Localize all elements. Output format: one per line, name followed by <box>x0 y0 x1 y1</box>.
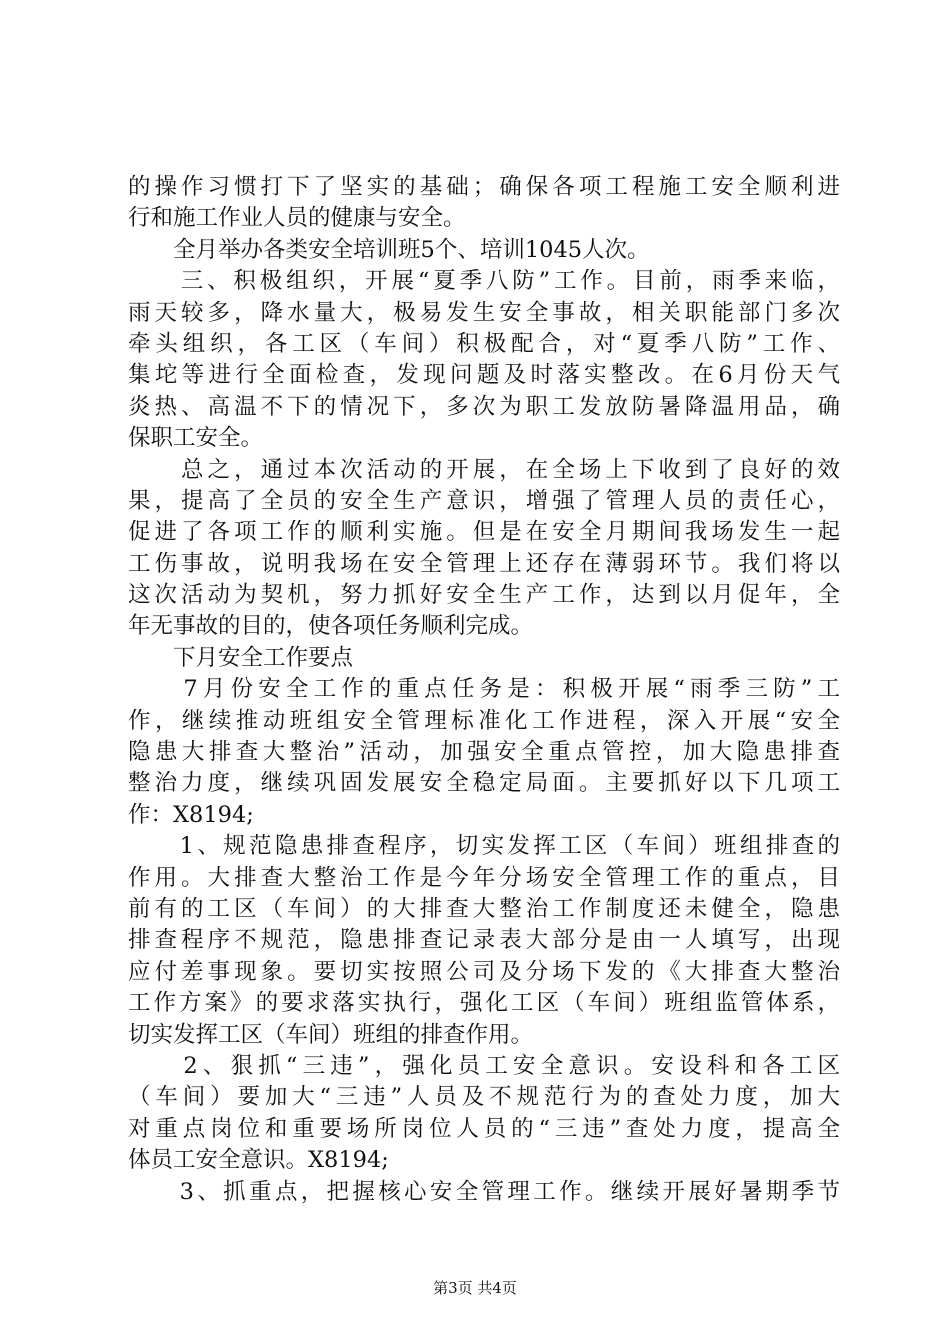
text-line: 保职工安全。 <box>128 425 264 452</box>
text-line: 下月安全工作要点 <box>128 644 354 671</box>
text-line: 行和施工作业人员的健康与安全。 <box>128 205 466 232</box>
text-line: 集坨等进行全面检查，发现问题及时落实整改。在6月份天气 <box>128 362 840 389</box>
text-line: 3、抓重点，把握核心安全管理工作。继续开展好暑期季节 <box>128 1178 840 1205</box>
text-line: 作，继续推动班组安全管理标准化工作进程，深入开展“安全 <box>128 707 840 734</box>
text-line: 排查程序不规范，隐患排查记录表大部分是由一人填写，出现 <box>128 927 840 954</box>
text-line: 促进了各项工作的顺利实施。但是在安全月期间我场发生一起 <box>128 519 840 546</box>
text-line: 前有的工区（车间）的大排查大整治工作制度还未健全，隐患 <box>128 895 840 922</box>
text-line: 切实发挥工区（车间）班组的排查作用。 <box>128 1021 534 1048</box>
text-line: 1、规范隐患排查程序，切实发挥工区（车间）班组排查的 <box>128 833 840 860</box>
text-line: 对重点岗位和重要场所岗位人员的“三违”查处力度，提高全 <box>128 1115 840 1142</box>
text-line: 总之，通过本次活动的开展，在全场上下收到了良好的效 <box>128 456 840 483</box>
text-line: 作用。大排查大整治工作是今年分场安全管理工作的重点，目 <box>128 864 840 891</box>
text-line: 体员工安全意识。X8194; <box>128 1147 389 1174</box>
text-line: 隐患大排查大整治”活动，加强安全重点管控，加大隐患排查 <box>128 739 840 766</box>
text-line: 雨天较多，降水量大，极易发生安全事故，相关职能部门多次 <box>128 299 840 326</box>
text-line: 炎热、高温不下的情况下，多次为职工发放防暑降温用品，确 <box>128 393 840 420</box>
text-line: 年无事故的目的，使各项任务顺利完成。 <box>128 613 534 640</box>
text-line: 作：X8194; <box>128 801 254 828</box>
text-line: 三、积极组织，开展“夏季八防”工作。目前，雨季来临， <box>128 268 840 295</box>
text-line: 果，提高了全员的安全生产意识，增强了管理人员的责任心， <box>128 487 840 514</box>
text-line: 的操作习惯打下了坚实的基础；确保各项工程施工安全顺利进 <box>128 174 840 200</box>
document-body <box>128 172 840 1208</box>
text-line: （车间）要加大“三违”人员及不规范行为的查处力度，加大 <box>128 1084 840 1111</box>
text-line: 工伤事故，说明我场在安全管理上还存在薄弱环节。我们将以 <box>128 550 840 577</box>
text-line: 全月举办各类安全培训班5个、培训1045人次。 <box>128 236 650 263</box>
text-line: 工作方案》的要求落实执行，强化工区（车间）班组监管体系， <box>128 990 840 1017</box>
text-line: 2、狠抓“三违”，强化员工安全意识。安设科和各工区 <box>128 1052 840 1079</box>
text-line: 7月份安全工作的重点任务是：积极开展“雨季三防”工 <box>128 676 840 703</box>
page-footer: 第3页 共4页 <box>433 1279 517 1297</box>
text-line: 应付差事现象。要切实按照公司及分场下发的《大排查大整治 <box>128 958 840 985</box>
text-line: 整治力度，继续巩固发展安全稳定局面。主要抓好以下几项工 <box>128 770 840 797</box>
text-line: 这次活动为契机，努力抓好安全生产工作，达到以月促年，全 <box>128 582 840 609</box>
text-line: 牵头组织，各工区（车间）积极配合，对“夏季八防”工作、 <box>128 330 840 357</box>
